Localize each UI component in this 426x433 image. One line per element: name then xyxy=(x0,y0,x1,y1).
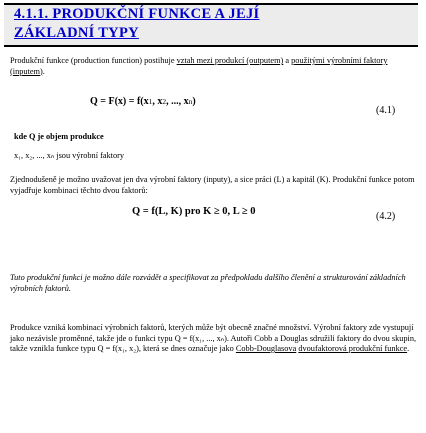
formula-1-rest: , x xyxy=(152,96,163,107)
formula-1-rest2: , ..., x xyxy=(166,96,189,107)
intro-paragraph xyxy=(10,56,418,77)
equation-number-4-1: (4.1) xyxy=(376,105,396,116)
formula-1-subn: n xyxy=(188,97,193,106)
further-paragraph: Tuto produkční funkci je možno dále rozvádět a specifikovat za předpokladu dalšího členění a strukturování základních výrobních faktorů. xyxy=(10,273,406,293)
definition-x: x₁, x₂, ..., xₙ jsou výrobní faktory xyxy=(14,151,125,160)
formula-1-left: Q = F(x) = f(x xyxy=(90,96,149,107)
formula-1-sub1: 1 xyxy=(148,97,153,106)
production-link-cobb-douglas[interactable]: Cobb-Douglasova xyxy=(235,344,297,353)
production-paragraph xyxy=(10,323,418,355)
production-link-two-factor[interactable]: dvoufaktorová produkční funkce xyxy=(298,344,408,353)
formula-1-end: ) xyxy=(192,96,196,107)
intro-text-1: Produkční funkce (production function) postihuje xyxy=(10,56,177,65)
intro-link-output[interactable]: vztah mezi produkcí (outputem) xyxy=(176,56,284,65)
section-heading xyxy=(4,3,418,47)
formula-1-sub2: 2 xyxy=(162,97,167,106)
formula-4-1 xyxy=(90,96,196,107)
heading-line-2: ZÁKLADNÍ TYPY xyxy=(14,25,139,41)
intro-text-3: . xyxy=(42,66,45,76)
production-text-1: Produkce vzniká kombinací výrobních faktorů, kterých může být obecně značné množství. Výrobní faktory zde vystupují jako nezávisle proměnné, takže jde o funkci typu Q = f(x₁, ..., xₙ). Autoři Cobb a Douglas sdružili faktory do dvou skupin, takže vznikla funkce typu Q = f(x₁, x₂), která se dnes označuje jako xyxy=(10,323,417,353)
heading-line-1: 4.1.1. PRODUKČNÍ FUNKCE A JEJÍ xyxy=(14,6,260,22)
equation-number-4-2: (4.2) xyxy=(376,211,396,222)
intro-link-input[interactable]: použitými výrobními faktory (inputem) xyxy=(10,56,388,76)
intro-text-2: a xyxy=(283,56,292,65)
definition-q: kde Q je objem produkce xyxy=(14,132,104,141)
simplify-paragraph: Zjednodušeně je možno uvažovat jen dva výrobní faktory (inputy), a sice práci (L) a kapitál (K). Produkční funkce potom vyjadřuje kombinaci těchto dvou faktorů: xyxy=(10,175,415,195)
production-text-3: . xyxy=(407,344,410,353)
formula-4-2: Q = f(L, K) pro K ≥ 0, L ≥ 0 xyxy=(132,206,256,217)
